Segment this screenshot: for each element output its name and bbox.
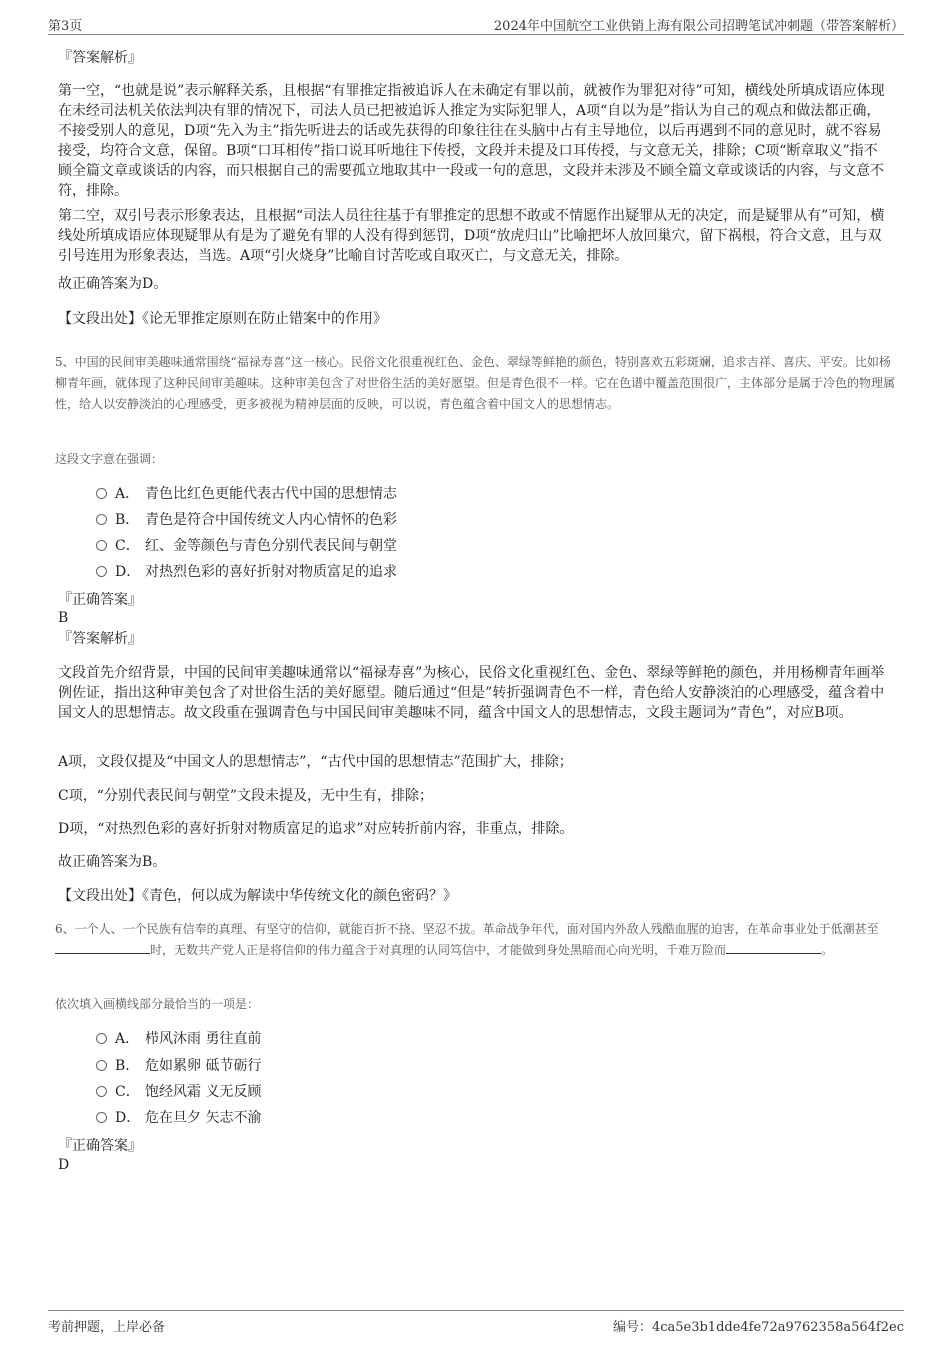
q5-note-d: D项，“对热烈色彩的喜好折射对物质富足的追求”对应转折前内容，非重点，排除。 [58, 821, 574, 837]
radio-icon[interactable] [96, 488, 107, 499]
q6-option-c[interactable]: C． 饱经风霜 义无反顾 [96, 1082, 261, 1102]
q5-option-c[interactable]: C． 红、金等颜色与青色分别代表民间与朝堂 [96, 536, 397, 556]
q5-option-a[interactable]: A． 青色比红色更能代表古代中国的思想情志 [96, 484, 397, 504]
radio-icon[interactable] [96, 540, 107, 551]
q5-prompt: 这段文字意在强调： [55, 452, 164, 466]
q5-note-a: A项，文段仅提及“中国文人的思想情志”，“古代中国的思想情志”范围扩大，排除； [58, 754, 573, 770]
radio-icon[interactable] [96, 1033, 107, 1044]
q5-conclusion: 故正确答案为B。 [58, 854, 167, 870]
q6-option-a[interactable]: A． 栉风沐雨 勇往直前 [96, 1029, 261, 1049]
q4-conclusion: 故正确答案为D。 [58, 276, 168, 292]
radio-icon[interactable] [96, 514, 107, 525]
q5-analysis-label: 『答案解析』 [58, 631, 142, 647]
q5-correct-label: 『正确答案』 [58, 592, 142, 608]
q5-option-b[interactable]: B． 青色是符合中国传统文人内心情怀的色彩 [96, 510, 397, 530]
radio-icon[interactable] [96, 1112, 107, 1123]
q6-option-d[interactable]: D． 危在旦夕 矢志不渝 [96, 1108, 261, 1128]
q6-answer: D [58, 1157, 70, 1173]
q5-option-d[interactable]: D． 对热烈色彩的喜好折射对物质富足的追求 [96, 562, 397, 582]
q5-note-c: C项，“分别代表民间与朝堂”文段未提及，无中生有，排除； [58, 788, 434, 804]
q6-stem: 6、一个人、一个民族有信奉的真理、有坚守的信仰，就能百折不挠、坚忍不拔。革命战争年代，面对国内外敌人残酷血腥的迫害，在革命事业处于低潮甚至时，无数共产党人正是将信仰的伟力蕴含于对真理的认同笃信中，才能做到身处黑暗而心向光明，千难万险而 。 [55, 922, 879, 957]
radio-icon[interactable] [96, 1060, 107, 1071]
radio-icon[interactable] [96, 1086, 107, 1097]
document-id: 编号：4ca5e3b1dde4fe72a9762358a564f2ec [612, 1320, 904, 1335]
fill-blank-2 [726, 941, 821, 954]
document-title: 2024年中国航空工业供销上海有限公司招聘笔试冲刺题（带答案解析） [493, 19, 904, 34]
footer-slogan: 考前押题，上岸必备 [48, 1320, 166, 1335]
page-header [48, 12, 904, 35]
q5-source: 【文段出处】《青色，何以成为解读中华传统文化的颜色密码？》 [58, 888, 457, 904]
q5-answer: B [58, 610, 69, 626]
q5-analysis: 文段首先介绍背景，中国的民间审美趣味通常以“福禄寿喜”为核心，民俗文化重视红色、金色、翠绿等鲜艳的颜色，并用杨柳青年画举例佐证，指出这种审美包含了对世俗生活的美好愿望。随后通过“但是”转折强调青色不一样，青色给人安静淡泊的心理感受，蕴含着中国文人的思想情志。故文段重在强调青色与中国民间审美趣味不同，蕴含中国文人的思想情志，文段主题词为“青色”，对应B项。 [58, 665, 885, 721]
q6-correct-label: 『正确答案』 [58, 1138, 142, 1154]
q4-analysis-para2: 第二空，双引号表示形象表达，且根据“司法人员往往基于有罪推定的思想不敢或不情愿作出疑罪从无的决定，而是疑罪从有”可知，横线处所填成语应体现疑罪从有是为了避免有罪的人没有得到惩罚，D项“放虎归山”比喻把坏人放回巢穴，留下祸根，符合文意，且与双引号连用为形象表达，当选。A项“引火烧身”比喻自讨苦吃或自取灭亡，与文意无关，排除。 [58, 208, 885, 264]
q4-source: 【文段出处】《论无罪推定原则在防止错案中的作用》 [58, 311, 387, 327]
page-footer [48, 1310, 904, 1341]
q6-prompt: 依次填入画横线部分最恰当的一项是： [55, 997, 260, 1011]
fill-blank-1 [55, 941, 150, 954]
q5-stem: 5、中国的民间审美趣味通常围绕“福禄寿喜”这一核心。民俗文化很重视红色、金色、翠绿等鲜艳的颜色，特别喜欢五彩斑斓，追求吉祥、喜庆、平安。比如杨柳青年画，就体现了这种民间审美趣味。这种审美包含了对世俗生活的美好愿望。但是青色很不一样。它在色谱中覆盖范围很广，主体部分是属于冷色的物理属性，给人以安静淡泊的心理感受，更多被视为精神层面的反映，可以说，青色蕴含着中国文人的思想情志。 [55, 355, 896, 411]
radio-icon[interactable] [96, 566, 107, 577]
q4-analysis-label: 『答案解析』 [58, 50, 142, 66]
page-number: 第3页 [48, 19, 83, 34]
q6-option-b[interactable]: B． 危如累卵 砥节砺行 [96, 1056, 261, 1076]
q4-analysis-para1: 第一空，“也就是说”表示解释关系，且根据“有罪推定指被追诉人在未确定有罪以前，就被作为罪犯对待”可知，横线处所填成语应体现在未经司法机关依法判决有罪的情况下，司法人员已把被追诉人推定为实际犯罪人，A项“自以为是”指认为自己的观点和做法都正确，不接受别人的意见，D项“先入为主”指先听进去的话或先获得的印象往往在头脑中占有主导地位，以后再遇到不同的意见时，就不容易接受，均符合文意，保留。B项“口耳相传”指口说耳听地往下传授，文段并未提及口耳传授，与文意无关，排除；C项“断章取义”指不顾全篇文章或谈话的内容，而只根据自己的需要孤立地取其中一段或一句的意思，文段并未涉及不顾全篇文章或谈话的内容，与文意不符，排除。 [58, 83, 885, 199]
